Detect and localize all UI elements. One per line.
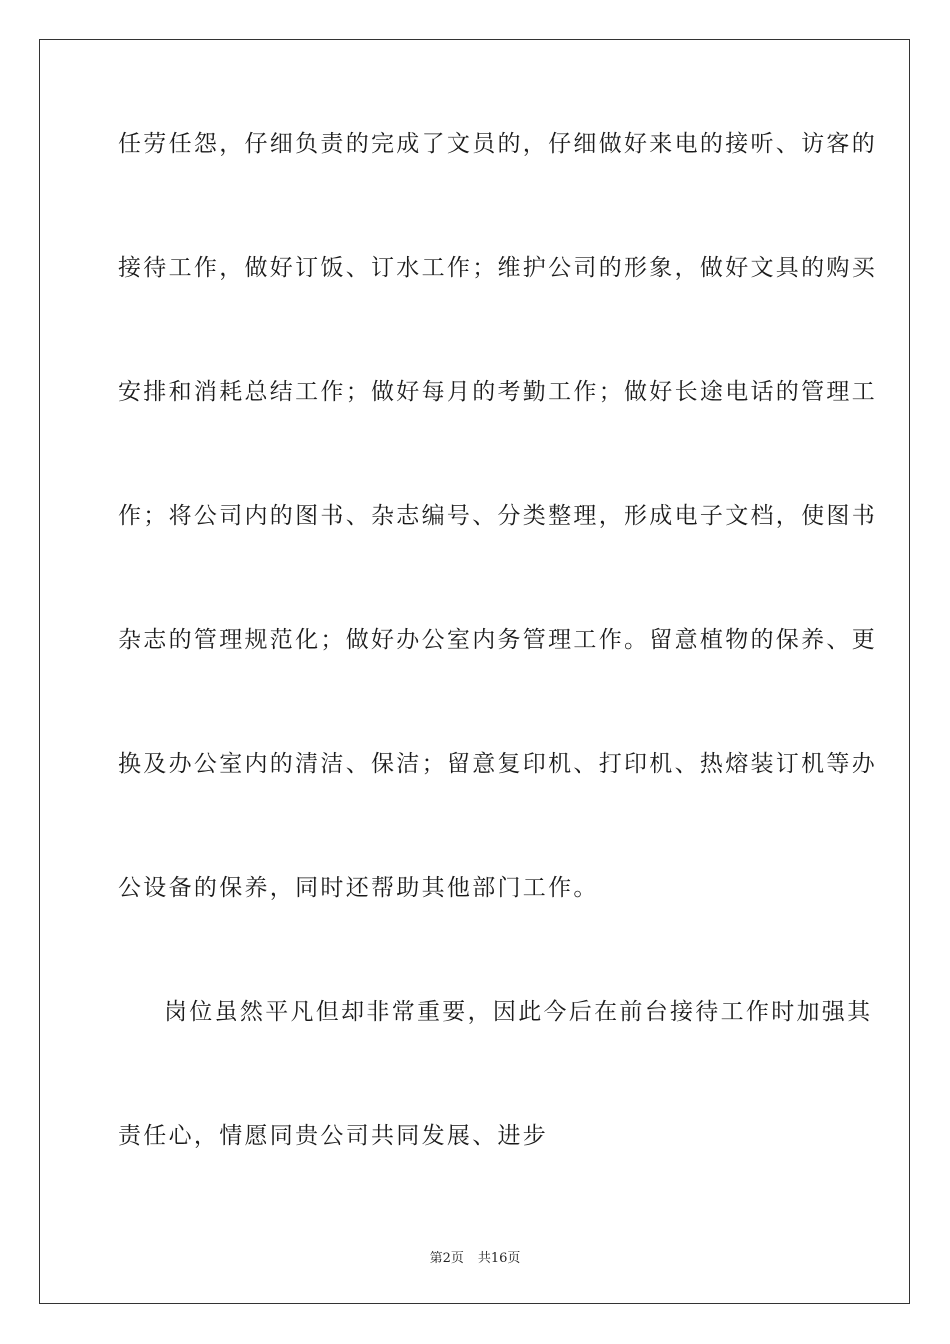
text-line: 作；将公司内的图书、杂志编号、分类整理，形成电子文档，使图书 bbox=[118, 503, 877, 529]
paragraph-start-line: 岗位虽然平凡但却非常重要，因此今后在前台接待工作时加强其 bbox=[164, 999, 873, 1025]
text-line: 接待工作，做好订饭、订水工作；维护公司的形象，做好文具的购买 bbox=[118, 255, 877, 281]
document-body bbox=[118, 128, 877, 1244]
text-line: 责任心，情愿同贵公司共同发展、进步 bbox=[118, 1123, 549, 1149]
total-pages: 共16页 bbox=[477, 1251, 521, 1266]
text-line: 换及办公室内的清洁、保洁；留意复印机、打印机、热熔装订机等办 bbox=[118, 751, 877, 777]
text-line: 杂志的管理规范化；做好办公室内务管理工作。留意植物的保养、更 bbox=[118, 627, 877, 653]
text-line: 公设备的保养，同时还帮助其他部门工作。 bbox=[118, 875, 599, 901]
text-line: 任劳任怨，仔细负责的完成了文员的，仔细做好来电的接听、访客的 bbox=[118, 131, 877, 157]
page-footer bbox=[0, 1247, 950, 1266]
text-line: 安排和消耗总结工作；做好每月的考勤工作；做好长途电话的管理工 bbox=[118, 379, 877, 405]
page-number: 第2页 bbox=[429, 1251, 464, 1266]
